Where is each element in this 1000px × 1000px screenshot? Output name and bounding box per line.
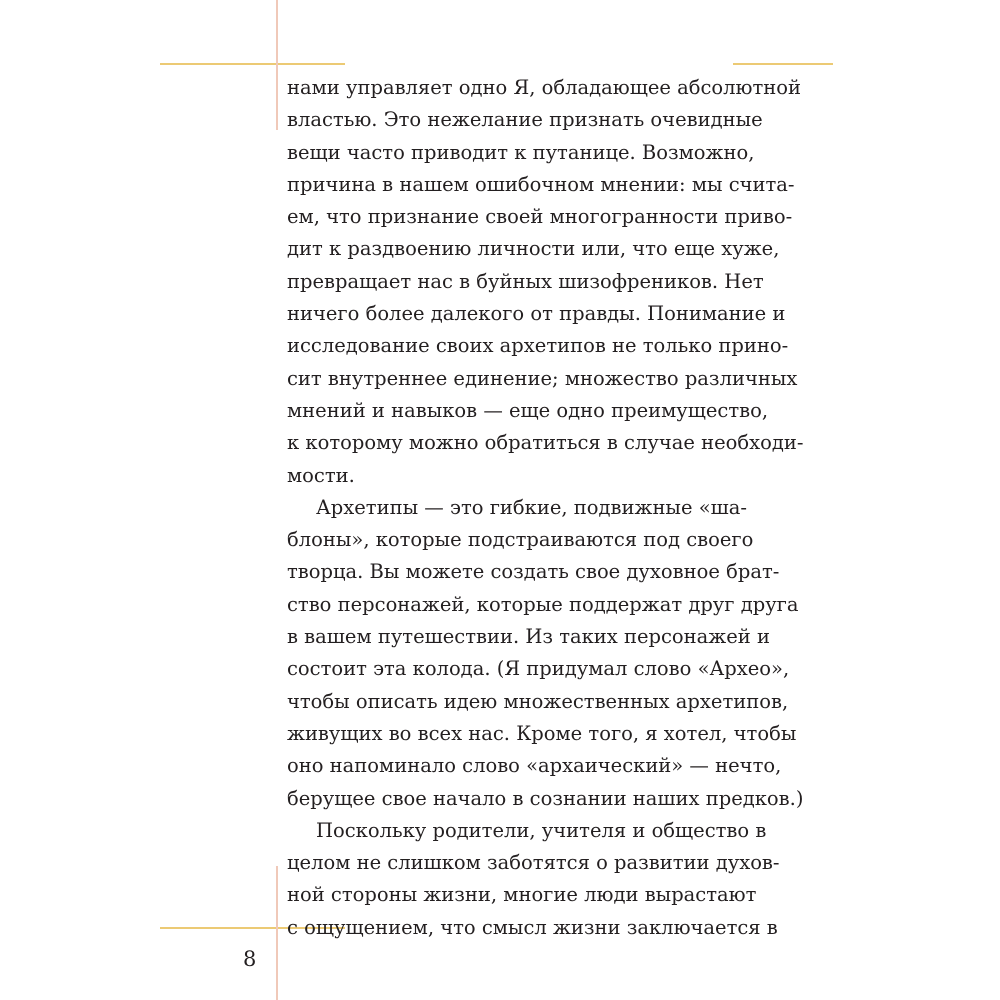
text-line: Поскольку родители, учителя и общество в — [316, 818, 767, 842]
text-line: мнений и навыков — еще одно преимущество, — [287, 398, 769, 422]
text-line: ничего более далекого от правды. Понимание и — [287, 302, 786, 326]
text-line: творца. Вы можете создать свое духовное брат- — [287, 560, 780, 584]
top-right-horizontal-rule — [733, 63, 833, 65]
body-text — [287, 72, 804, 944]
text-line: сит внутреннее единение; множество различных — [287, 366, 798, 390]
text-line: нами управляет одно Я, обладающее абсолютной — [287, 76, 802, 99]
text-line: властью. Это нежелание признать очевидные — [287, 108, 763, 132]
text-line: с ощущением, что смысл жизни заключается в — [287, 915, 778, 939]
text-line: Архетипы — это гибкие, подвижные «ша- — [316, 495, 747, 519]
text-line: ем, что признание своей многогранности приво- — [287, 205, 793, 229]
text-line: берущее свое начало в сознании наших предков.) — [287, 786, 804, 810]
text-line: превращает нас в буйных шизофреников. Нет — [287, 269, 764, 293]
text-line: дит к раздвоению личности или, что еще хуже, — [287, 237, 780, 261]
text-line: живущих во всех нас. Кроме того, я хотел, чтобы — [287, 721, 797, 745]
text-line: исследование своих архетипов не только прино- — [287, 334, 789, 358]
text-line: к которому можно обратиться в случае необходи- — [287, 431, 804, 455]
text-line: оно напоминало слово «архаический» — нечто, — [287, 754, 782, 778]
text-line: причина в нашем ошибочном мнении: мы счита- — [287, 172, 795, 196]
text-line: в вашем путешествии. Из таких персонажей и — [287, 625, 770, 649]
text-line: ной стороны жизни, многие люди вырастают — [287, 883, 757, 907]
page-number: 8 — [243, 947, 257, 971]
text-line: ство персонажей, которые поддержат друг друга — [287, 592, 799, 616]
text-line: целом не слишком заботятся о развитии духов- — [287, 851, 780, 875]
bottom-vertical-rule — [276, 866, 278, 1000]
top-left-horizontal-rule — [160, 63, 345, 65]
text-line: блоны», которые подстраиваются под своего — [287, 528, 754, 552]
text-line: мости. — [287, 463, 355, 487]
top-vertical-rule — [276, 0, 278, 130]
text-line: чтобы описать идею множественных архетипов, — [287, 689, 789, 713]
text-line: вещи часто приводит к путанице. Возможно, — [287, 140, 755, 164]
text-line: состоит эта колода. (Я придумал слово «Архео», — [287, 657, 790, 681]
